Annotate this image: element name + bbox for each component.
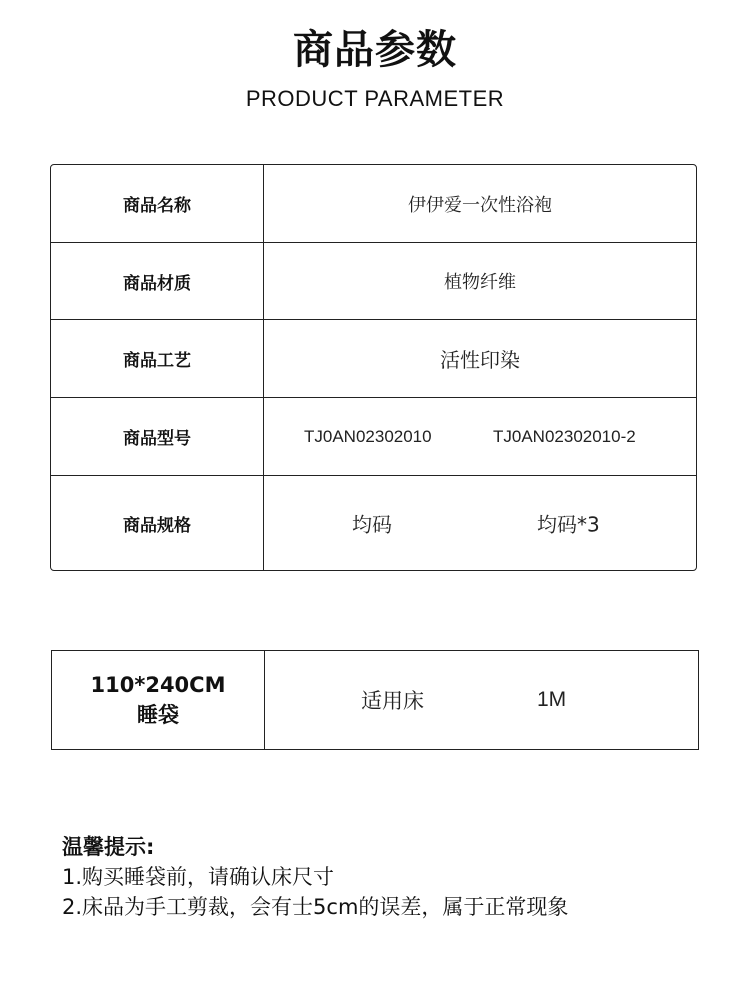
table-row-craft [51, 320, 696, 398]
table-row-model [51, 398, 696, 476]
tip-line-2: 2.床品为手工剪裁，会有士5cm的误差，属于正常现象 [62, 895, 569, 919]
model-value-1: TJ0AN02302010 [304, 426, 432, 446]
table-row-spec [51, 476, 696, 570]
sleeping-bag-size: 110*240CM [90, 673, 226, 697]
bed-label: 适用床 [361, 689, 424, 713]
table-row-material [51, 243, 696, 320]
table-row-name [51, 165, 696, 243]
model-values [264, 398, 696, 475]
model-label: 商品型号 [51, 398, 264, 475]
model-value-2: TJ0AN02302010-2 [493, 426, 636, 446]
sleeping-bag-name: 睡袋 [137, 703, 179, 727]
bed-value: 1M [537, 688, 567, 711]
sleeping-bag-label [52, 651, 265, 749]
craft-label: 商品工艺 [51, 320, 264, 397]
material-label: 商品材质 [51, 243, 264, 319]
spec-value-1: 均码 [352, 512, 392, 537]
page-title: 商品参数 [293, 27, 457, 73]
tips-section [62, 832, 568, 922]
tips-title: 温馨提示: [62, 835, 155, 859]
spec-value-2: 均码*3 [537, 512, 600, 537]
sleeping-bag-bed [265, 651, 698, 749]
name-value: 伊伊爱一次性浴袍 [408, 194, 552, 216]
page-subtitle: PRODUCT PARAMETER [245, 86, 505, 111]
parameter-table [50, 164, 697, 571]
spec-values [264, 476, 696, 570]
material-value: 植物纤维 [444, 272, 516, 293]
spec-label: 商品规格 [51, 476, 264, 570]
craft-value: 活性印染 [440, 348, 520, 372]
name-label: 商品名称 [51, 165, 264, 242]
sleeping-bag-table [51, 650, 699, 750]
tip-line-1: 1.购买睡袋前，请确认床尺寸 [62, 865, 335, 889]
